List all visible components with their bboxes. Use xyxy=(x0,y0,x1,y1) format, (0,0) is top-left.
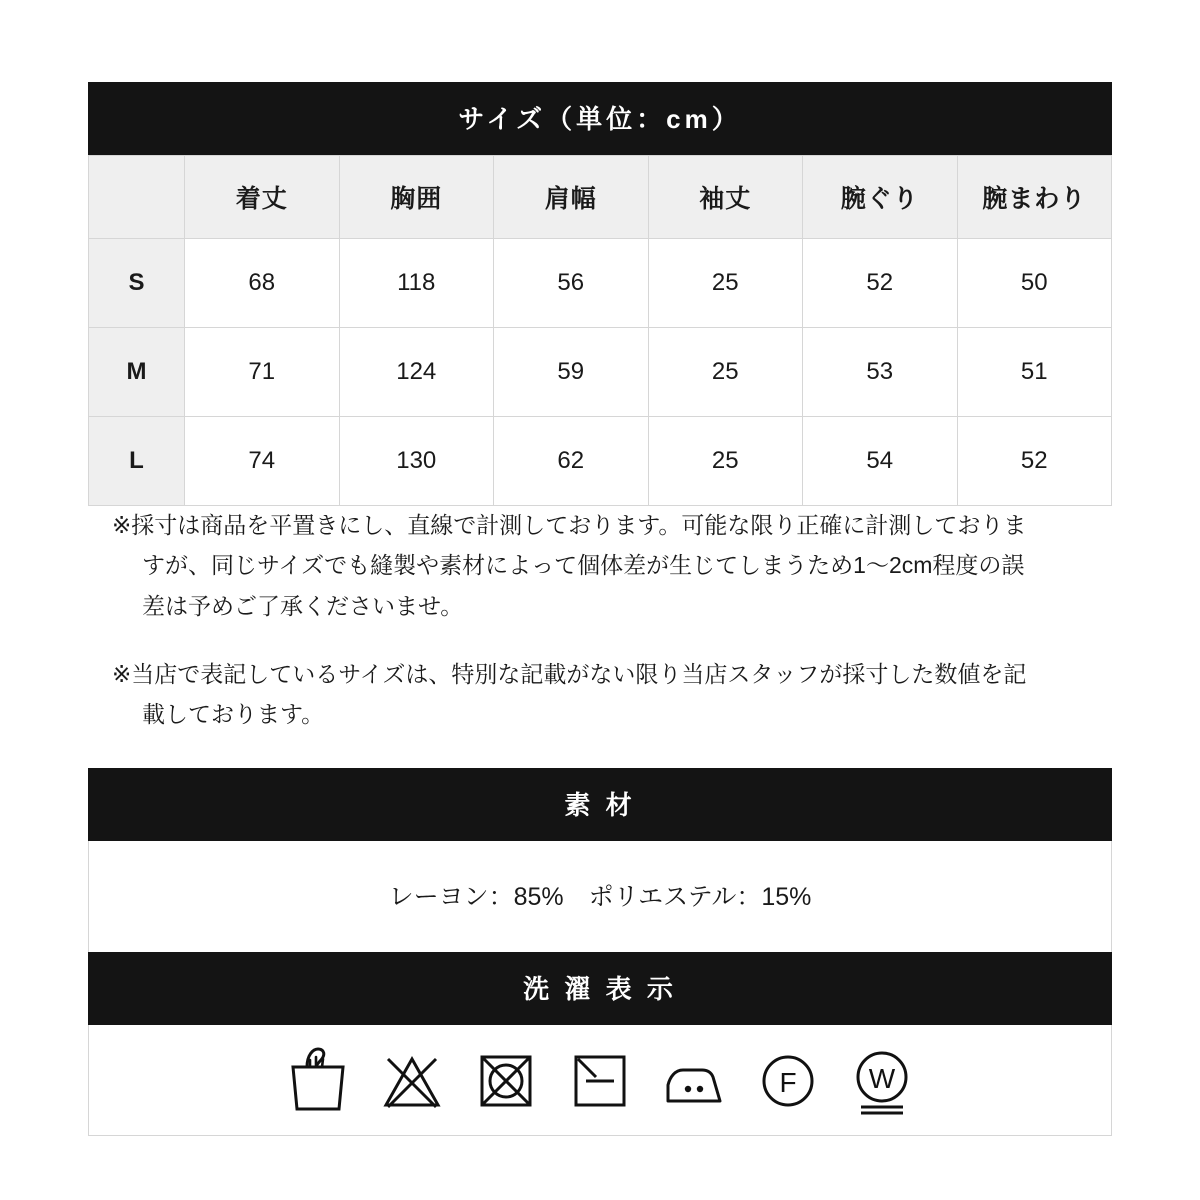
cell-l-shoulder: 62 xyxy=(494,417,649,506)
table-row xyxy=(89,239,1112,328)
cell-l-bust: 130 xyxy=(339,417,494,506)
material-text: レーヨン：85% ポリエステル：15% xyxy=(88,841,1112,954)
cell-m-sleeve: 25 xyxy=(648,328,803,417)
cell-m-length: 71 xyxy=(185,328,340,417)
cell-l-armhole: 54 xyxy=(803,417,958,506)
column-header-length: 着丈 xyxy=(185,156,340,239)
note-text: ※採寸は商品を平置きにし、直線で計測しております。可能な限り正確に計測しておりますが、同じサイズでも縫製や素材によって個体差が生じてしまうため1〜2cm程度の誤差は予めご了承くださいませ。 xyxy=(112,512,1027,619)
iron-low-icon xyxy=(661,1043,727,1117)
row-label-l: L xyxy=(89,417,185,506)
size-table-title: サイズ（単位：cm） xyxy=(88,82,1112,155)
size-table-section xyxy=(88,82,1112,506)
cell-l-length: 74 xyxy=(185,417,340,506)
dry-clean-petroleum-icon xyxy=(755,1043,821,1117)
cell-m-shoulder: 59 xyxy=(494,328,649,417)
cell-s-shoulder: 56 xyxy=(494,239,649,328)
note-staff-measured xyxy=(112,654,1032,735)
cell-l-sleeve: 25 xyxy=(648,417,803,506)
column-header-sleeve: 袖丈 xyxy=(648,156,803,239)
material-section xyxy=(88,768,1112,954)
flat-dry-in-shade-icon xyxy=(567,1043,633,1117)
measurement-notes xyxy=(112,505,1032,762)
cell-s-sleeve: 25 xyxy=(648,239,803,328)
size-table xyxy=(88,155,1112,506)
wet-clean-icon xyxy=(849,1043,915,1117)
wash-care-icons xyxy=(88,1025,1112,1136)
cell-m-arm-circumference: 51 xyxy=(957,328,1112,417)
note-measurement-tolerance xyxy=(112,505,1032,626)
table-row xyxy=(89,328,1112,417)
svg-text:F: F xyxy=(779,1067,797,1098)
no-tumble-dry-icon xyxy=(473,1043,539,1117)
svg-text:W: W xyxy=(868,1063,896,1094)
column-header-size xyxy=(89,156,185,239)
cell-s-length: 68 xyxy=(185,239,340,328)
table-header-row xyxy=(89,156,1112,239)
column-header-armhole: 腕ぐり xyxy=(803,156,958,239)
table-row xyxy=(89,417,1112,506)
no-bleach-icon xyxy=(379,1043,445,1117)
note-text: ※当店で表記しているサイズは、特別な記載がない限り当店スタッフが採寸した数値を記載しております。 xyxy=(112,660,1027,727)
wash-care-title: 洗 濯 表 示 xyxy=(88,952,1112,1025)
cell-m-armhole: 53 xyxy=(803,328,958,417)
row-label-m: M xyxy=(89,328,185,417)
row-label-s: S xyxy=(89,239,185,328)
cell-m-bust: 124 xyxy=(339,328,494,417)
material-title: 素 材 xyxy=(88,768,1112,841)
cell-s-armhole: 52 xyxy=(803,239,958,328)
column-header-shoulder: 肩幅 xyxy=(494,156,649,239)
cell-s-arm-circumference: 50 xyxy=(957,239,1112,328)
cell-l-arm-circumference: 52 xyxy=(957,417,1112,506)
cell-s-bust: 118 xyxy=(339,239,494,328)
wash-care-section xyxy=(88,952,1112,1136)
column-header-bust: 胸囲 xyxy=(339,156,494,239)
hand-wash-icon xyxy=(285,1043,351,1117)
column-header-arm-circumference: 腕まわり xyxy=(957,156,1112,239)
